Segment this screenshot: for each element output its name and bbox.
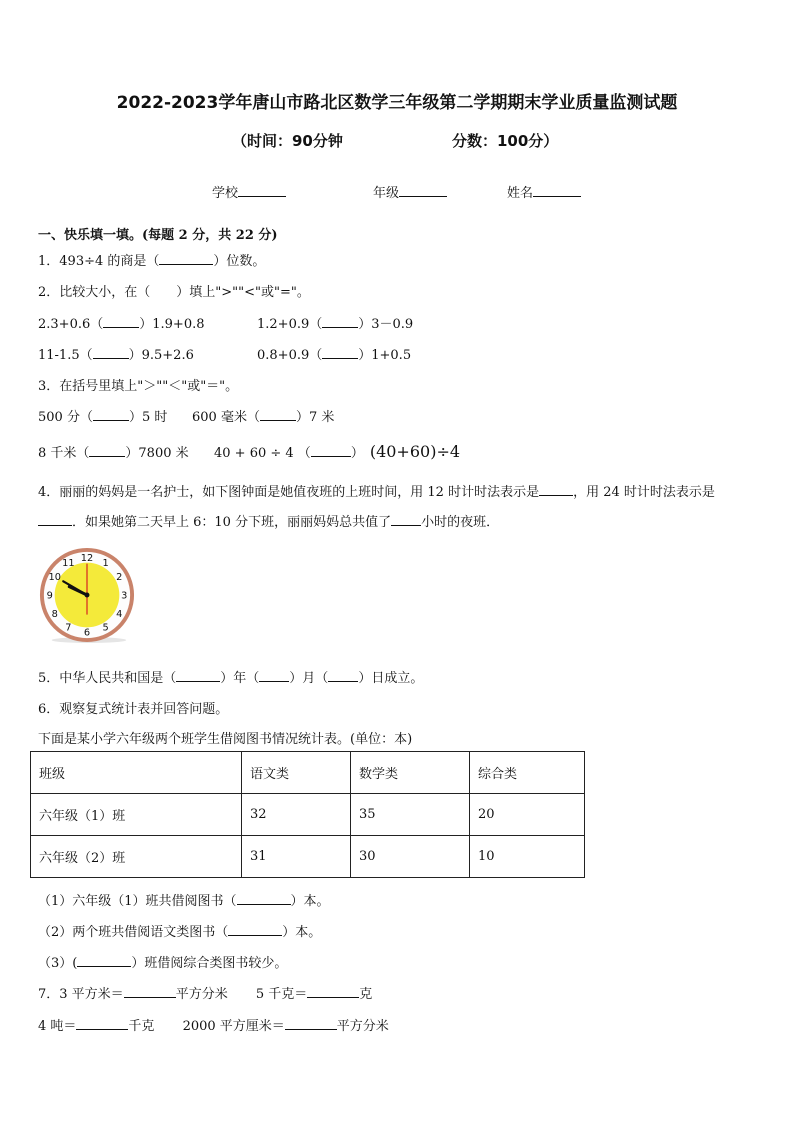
question-6-stem: 6．观察复式统计表并回答问题。	[38, 702, 229, 717]
q4-text-b: ，用 24 时计时法表示是	[573, 485, 715, 500]
question-3-stem: 3．在括号里填上"＞""＜"或"＝"。	[38, 379, 239, 394]
table-cell: 30	[351, 836, 470, 878]
clock-numeral: 4	[116, 609, 123, 621]
q6-sub-1-text: （1）六年级（1）班共借阅图书（	[38, 894, 237, 909]
q7-blank-1[interactable]	[124, 985, 176, 998]
table-header: 综合类	[470, 752, 585, 794]
q2-item-2-right: ）3－0.9	[358, 317, 414, 332]
q5-blank-day[interactable]	[328, 669, 358, 682]
q1-text: 1．493÷4 的商是（	[38, 254, 160, 269]
q4-text-a: 4．丽丽的妈妈是一名护士，如下图钟面是她值夜班的上班时间，用 12 时计时法表示是	[38, 485, 540, 500]
q2-item-1-right: ）1.9+0.8	[139, 317, 205, 332]
clock-numeral: 1	[102, 558, 109, 570]
q7-text-d1: 2000 平方厘米＝	[182, 1019, 285, 1034]
q5-blank-year[interactable]	[176, 669, 220, 682]
q2-blank-4[interactable]	[322, 346, 358, 359]
q6-sub-1-end: ）本。	[290, 894, 330, 909]
q7-blank-3[interactable]	[76, 1017, 128, 1030]
q7-text-b1: 5 千克＝	[255, 987, 308, 1002]
q5-text-a: 5．中华人民共和国是（	[38, 671, 177, 686]
q3-item-3	[38, 442, 189, 461]
q3-item-1-left: 500 分（	[38, 410, 93, 425]
q5-text-b: ）年（	[220, 671, 260, 686]
table-cell: 10	[470, 836, 585, 878]
q4-text-c: ．如果她第二天早上 6：10 分下班，丽丽妈妈总共值了	[72, 515, 392, 530]
clock-numeral: 9	[46, 590, 53, 602]
q2-item-2-left: 1.2+0.9（	[257, 317, 323, 332]
q3-item-2	[192, 406, 334, 425]
table-cell: 20	[470, 794, 585, 836]
school-field	[212, 182, 286, 201]
stats-table	[30, 751, 585, 878]
q3-blank-1[interactable]	[93, 408, 129, 421]
q2-item-3-left: 11-1.5（	[38, 348, 93, 363]
clock-numeral: 7	[65, 622, 72, 634]
q3-item-2-right: ）7 米	[295, 410, 335, 425]
q6-sub-2-text: （2）两个班共借阅语文类图书（	[38, 925, 229, 940]
clock-center	[85, 593, 90, 598]
clock-numeral: 2	[116, 571, 123, 583]
q3-item-3-right: ）7800 米	[125, 446, 189, 461]
question-7-row-1	[38, 983, 372, 1002]
q1-text-end: ）位数。	[213, 254, 266, 269]
q3-expression: (40+60)÷4	[369, 442, 461, 461]
grade-blank[interactable]	[399, 184, 447, 197]
q3-blank-4[interactable]	[311, 444, 351, 457]
q6-sub-2	[38, 921, 321, 940]
q2-item-2	[257, 313, 413, 332]
clock-numeral: 11	[62, 558, 75, 570]
q1-blank[interactable]	[159, 252, 213, 265]
q7-blank-2[interactable]	[307, 985, 359, 998]
q5-text-c: ）月（	[289, 671, 329, 686]
clock-numeral: 5	[102, 622, 109, 634]
question-1	[38, 250, 265, 269]
table-header: 数学类	[351, 752, 470, 794]
school-blank[interactable]	[238, 184, 286, 197]
table-cell: 六年级（1）班	[31, 794, 242, 836]
q5-text-d: ）日成立。	[358, 671, 424, 686]
q4-blank-1[interactable]	[539, 483, 573, 496]
clock-numeral: 3	[121, 590, 128, 602]
q7-text-b2: 克	[359, 987, 373, 1002]
table-header-row	[31, 752, 585, 794]
table-cell: 六年级（2）班	[31, 836, 242, 878]
clock-image	[38, 546, 136, 644]
q2-item-4-left: 0.8+0.9（	[257, 348, 323, 363]
q6-sub-2-end: ）本。	[282, 925, 322, 940]
question-2-stem: 2．比较大小，在（ ）填上">""<"或"="。	[38, 285, 310, 300]
q2-item-4	[257, 344, 411, 363]
q5-blank-month[interactable]	[259, 669, 289, 682]
question-7-row-2	[38, 1015, 389, 1034]
table-row	[31, 794, 585, 836]
q6-blank-1[interactable]	[237, 892, 291, 905]
name-blank[interactable]	[533, 184, 581, 197]
table-row	[31, 836, 585, 878]
exam-score: 分数：100分）	[452, 132, 559, 150]
table-header: 班级	[31, 752, 242, 794]
q4-blank-2[interactable]	[38, 513, 72, 526]
q2-item-3	[38, 344, 194, 363]
q4-text-d: 小时的夜班．	[421, 515, 500, 530]
q7-blank-4[interactable]	[285, 1017, 337, 1030]
q3-item-4	[214, 442, 460, 461]
name-field	[507, 182, 581, 201]
q2-item-1-left: 2.3+0.6（	[38, 317, 104, 332]
q6-sub-1	[38, 890, 330, 909]
q6-blank-3[interactable]	[77, 954, 131, 967]
q2-blank-2[interactable]	[322, 315, 358, 328]
q7-text-a2: 平方分米	[175, 987, 228, 1002]
section-heading: 一、快乐填一填。(每题 2 分，共 22 分)	[38, 228, 278, 243]
school-label: 学校	[212, 186, 239, 201]
q3-item-1-right: ）5 时	[128, 410, 168, 425]
clock-numeral: 12	[80, 553, 94, 565]
q7-text-a1: 7．3 平方米＝	[38, 987, 124, 1002]
question-4-line-2	[38, 511, 499, 530]
table-cell: 35	[351, 794, 470, 836]
q3-item-1	[38, 406, 167, 425]
q6-sub-3	[38, 952, 287, 971]
clock-numeral: 6	[83, 627, 91, 639]
question-6-intro: 下面是某小学六年级两个班学生借阅图书情况统计表。(单位：本)	[38, 732, 413, 747]
question-4-line-1	[38, 481, 715, 500]
name-label: 姓名	[507, 186, 534, 201]
q2-item-1	[38, 313, 205, 332]
grade-field	[373, 182, 447, 201]
q3-item-4-mid: ）	[350, 446, 364, 461]
page-title: 2022-2023学年唐山市路北区数学三年级第二学期期末学业质量监测试题	[116, 93, 678, 113]
clock-numeral: 8	[51, 609, 58, 621]
table-cell: 32	[242, 794, 351, 836]
q4-blank-3[interactable]	[391, 513, 421, 526]
q7-text-c2: 千克	[128, 1019, 155, 1034]
q2-item-3-right: ）9.5+2.6	[128, 348, 194, 363]
q6-sub-3-text: （3）(	[38, 956, 78, 971]
clock-numeral: 10	[48, 571, 61, 583]
q3-blank-3[interactable]	[89, 444, 125, 457]
q3-item-4-left: 40 + 60 ÷ 4 （	[214, 446, 311, 461]
grade-label: 年级	[373, 186, 400, 201]
table-header: 语文类	[242, 752, 351, 794]
q3-item-3-left: 8 千米（	[38, 446, 90, 461]
q2-item-4-right: ）1+0.5	[358, 348, 412, 363]
q2-blank-1[interactable]	[103, 315, 139, 328]
table-cell: 31	[242, 836, 351, 878]
q6-sub-3-end: ）班借阅综合类图书较少。	[131, 956, 288, 971]
q7-text-c1: 4 吨＝	[38, 1019, 77, 1034]
q6-blank-2[interactable]	[228, 923, 282, 936]
q3-item-2-left: 600 毫米（	[192, 410, 260, 425]
q3-blank-2[interactable]	[260, 408, 296, 421]
exam-time: （时间：90分钟	[232, 132, 343, 150]
q7-text-d2: 平方分米	[336, 1019, 389, 1034]
q2-blank-3[interactable]	[93, 346, 129, 359]
question-5	[38, 667, 423, 686]
